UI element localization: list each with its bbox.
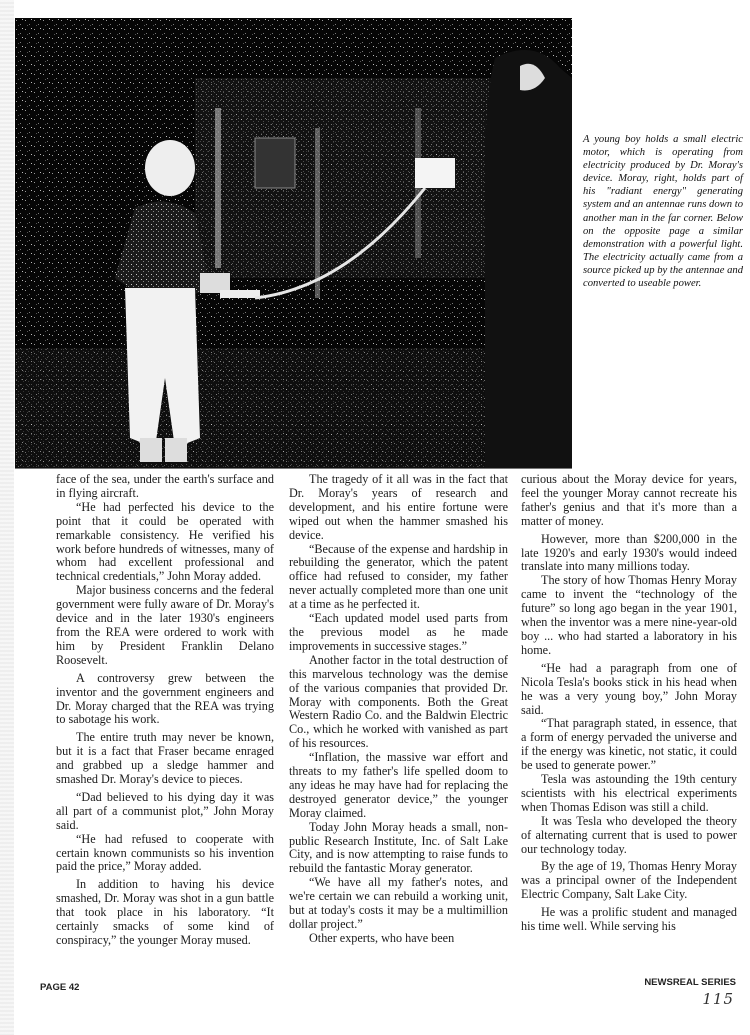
paragraph: Tesla was astounding the 19th century scientists with his electrical experiments when Thomas Edison was still a child. [521,772,737,814]
photo-caption: A young boy holds a small electric motor, which is operating from electricity produced by Dr. Moray's device. Moray, right, holds part of his "radiant energy" generating system and an antennae runs down to another man in the far corner. Below on the opposite page a similar demonstration with a powerful light. The electricity actually came from a source picked up by the antennae and converted to useable power. [583,134,743,290]
paragraph: Another factor in the total destruction of this marvelous technology was the demise of the various companies that provided Dr. Moray with components. Both the Great Western Radio Co. and the Baldwin Electric Co., which he worked with vanished as part of his resources. [289,652,508,751]
paragraph: He was a prolific student and managed his time well. While serving his [521,905,737,934]
paragraph: The entire truth may never be known, but it is a fact that Fraser became enraged and grabbed up a sledge hammer and smashed Dr. Moray's device to pieces. [56,730,274,787]
paragraph: face of the sea, under the earth's surface and in flying aircraft. [56,472,274,500]
paragraph: curious about the Moray device for years, feel the younger Moray cannot recreate his father's genius and that it's more than a matter of money. [521,472,737,528]
photo-illustration [15,18,572,468]
generator-part [415,158,455,188]
paragraph: A controversy grew between the inventor and the government engineers and Dr. Moray charged that the REA was trying to sabotage his work. [56,670,274,727]
paragraph: “He had perfected his device to the point that it could be operated with remarkable consistency. He verified his work before hundreds of witnesses, many of whom had excellent professional and technical credentials,” John Moray added. [56,499,274,584]
paragraph: Today John Moray heads a small, non-public Research Institute, Inc. of Salt Lake City, and is now attempting to raise funds to rebuild the fantastic Moray generator. [289,819,508,876]
page-number: PAGE 42 [40,982,80,993]
paragraph: “Inflation, the massive war effort and threats to my father's life spelled doom to any ideas he may have had for replacing the destroyed generator device,” the younger Moray claimed. [289,750,508,820]
paragraph: The story of how Thomas Henry Moray came to invent the “technology of the future” so long ago began in the year 1901, when the inventor was a mere nine-year-old boy ... who had started a laboratory in his home. [521,573,737,657]
background-equipment [195,78,515,278]
article-column-2 [289,473,508,946]
paragraph: “Each updated model used parts from the previous model as he made improvements in successive stages.” [289,611,508,653]
paragraph: Major business concerns and the federal government were fully aware of Dr. Moray's device and in the later 1930's engineers from the REA were ordered to work with him by President Franklin Delano Roosevelt. [56,583,274,667]
paragraph: “He had refused to cooperate with certain known communists so his invention paid the price,” Moray added. [56,831,274,874]
paragraph: “That paragraph stated, in essence, that a form of energy pervaded the universe and if the energy was kinetic, not static, it could be used to generate power.” [521,716,737,773]
series-label: NEWSREAL SERIES [644,977,736,988]
paragraph: “He had a paragraph from one of Nicola Tesla's books stick in his head when he was a very young boy,” John Moray said. [521,660,737,717]
paragraph: It was Tesla who developed the theory of alternating current that is used to power our technology today. [521,813,737,856]
paragraph: However, more than $200,000 in the late 1920's and early 1930's would indeed translate into many millions today. [521,531,737,574]
paragraph: In addition to having his device smashed, Dr. Moray was shot in a gun battle that took place in his laboratory. “It certainly smacks of some kind of conspiracy,” the younger Moray mused. [56,877,274,947]
handwritten-page-number: 115 [702,990,734,1008]
article-photo [15,18,572,469]
scan-edge-strip [0,0,14,1035]
paragraph: “Because of the expense and hardship in rebuilding the generator, which the patent office had refused to consider, my father never actually completed more than one unit at a time as he perfected it. [289,541,508,612]
paragraph: “Dad believed to his dying day it was all part of a communist plot,” John Moray said. [56,789,274,832]
paragraph: “We have all my father's notes, and we're certain we can rebuild a working unit, but at today's costs it may be a multimillion dollar project.” [289,875,508,931]
article-column-1 [56,473,274,948]
paragraph: Other experts, who have been [309,930,455,945]
paragraph: By the age of 19, Thomas Henry Moray was a principal owner of the Independent Electric Company, Salt Lake City. [521,859,737,902]
paragraph: The tragedy of it all was in the fact that Dr. Moray's years of research and development, and his entire fortune were wiped out when the hammer smashed his device. [289,472,508,542]
article-column-3 [521,473,737,934]
